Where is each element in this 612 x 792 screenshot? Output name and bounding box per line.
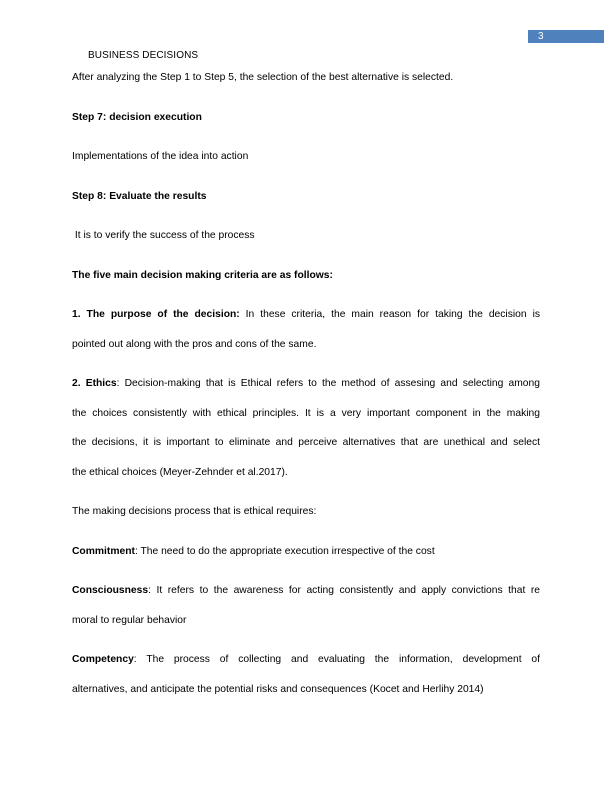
step7-text: Implementations of the idea into action (72, 151, 249, 162)
purpose-line-2: pointed out along with the pros and cons of the same. (72, 338, 317, 350)
ethics-line-1: 2. Ethics: Decision-making that is Ethical refers to the method of assesing and selecting among (72, 378, 540, 389)
commitment-line: Commitment: The need to do the appropriate execution irrespective of the cost (72, 545, 435, 557)
step8-text: It is to verify the success of the process (72, 230, 255, 241)
competency-line-2: alternatives, and anticipate the potential risks and consequences (Kocet and Herlihy 2014) (72, 683, 484, 695)
page-number: 3 (528, 30, 604, 43)
running-header: BUSINESS DECISIONS (88, 50, 199, 61)
criteria-heading: The five main decision making criteria are as follows: (72, 269, 333, 281)
ethics-line-3: the decisions, it is important to eliminate and perceive alternatives that are unethical and select (72, 437, 540, 448)
ethics-label: 2. Ethics (72, 378, 117, 389)
consciousness-label: Consciousness (72, 585, 149, 596)
consciousness-line-1: Consciousness: It refers to the awareness for acting consistently and apply convictions that re (72, 585, 540, 596)
commitment-label: Commitment (72, 545, 135, 557)
step8-heading: Step 8: Evaluate the results (72, 190, 207, 202)
step7-heading: Step 7: decision execution (72, 111, 202, 123)
competency-line-1: Competency: The process of collecting and evaluating the information, development of (72, 654, 540, 665)
ethical-requires: The making decisions process that is ethical requires: (72, 506, 317, 517)
purpose-label: 1. The purpose of the decision: (72, 309, 240, 320)
purpose-line-1: 1. The purpose of the decision: In these criteria, the main reason for taking the decision is (72, 309, 541, 320)
document-body (72, 68, 540, 700)
competency-label: Competency (72, 654, 134, 665)
intro-paragraph: After analyzing the Step 1 to Step 5, the selection of the best alternative is selected. (72, 72, 454, 83)
consciousness-line-2: moral to regular behavior (72, 614, 187, 626)
ethics-line-4: the ethical choices (Meyer-Zehnder et al.2017). (72, 466, 288, 478)
ethics-line-2: the choices consistently with ethical principles. It is a very important component in the making (72, 407, 540, 419)
